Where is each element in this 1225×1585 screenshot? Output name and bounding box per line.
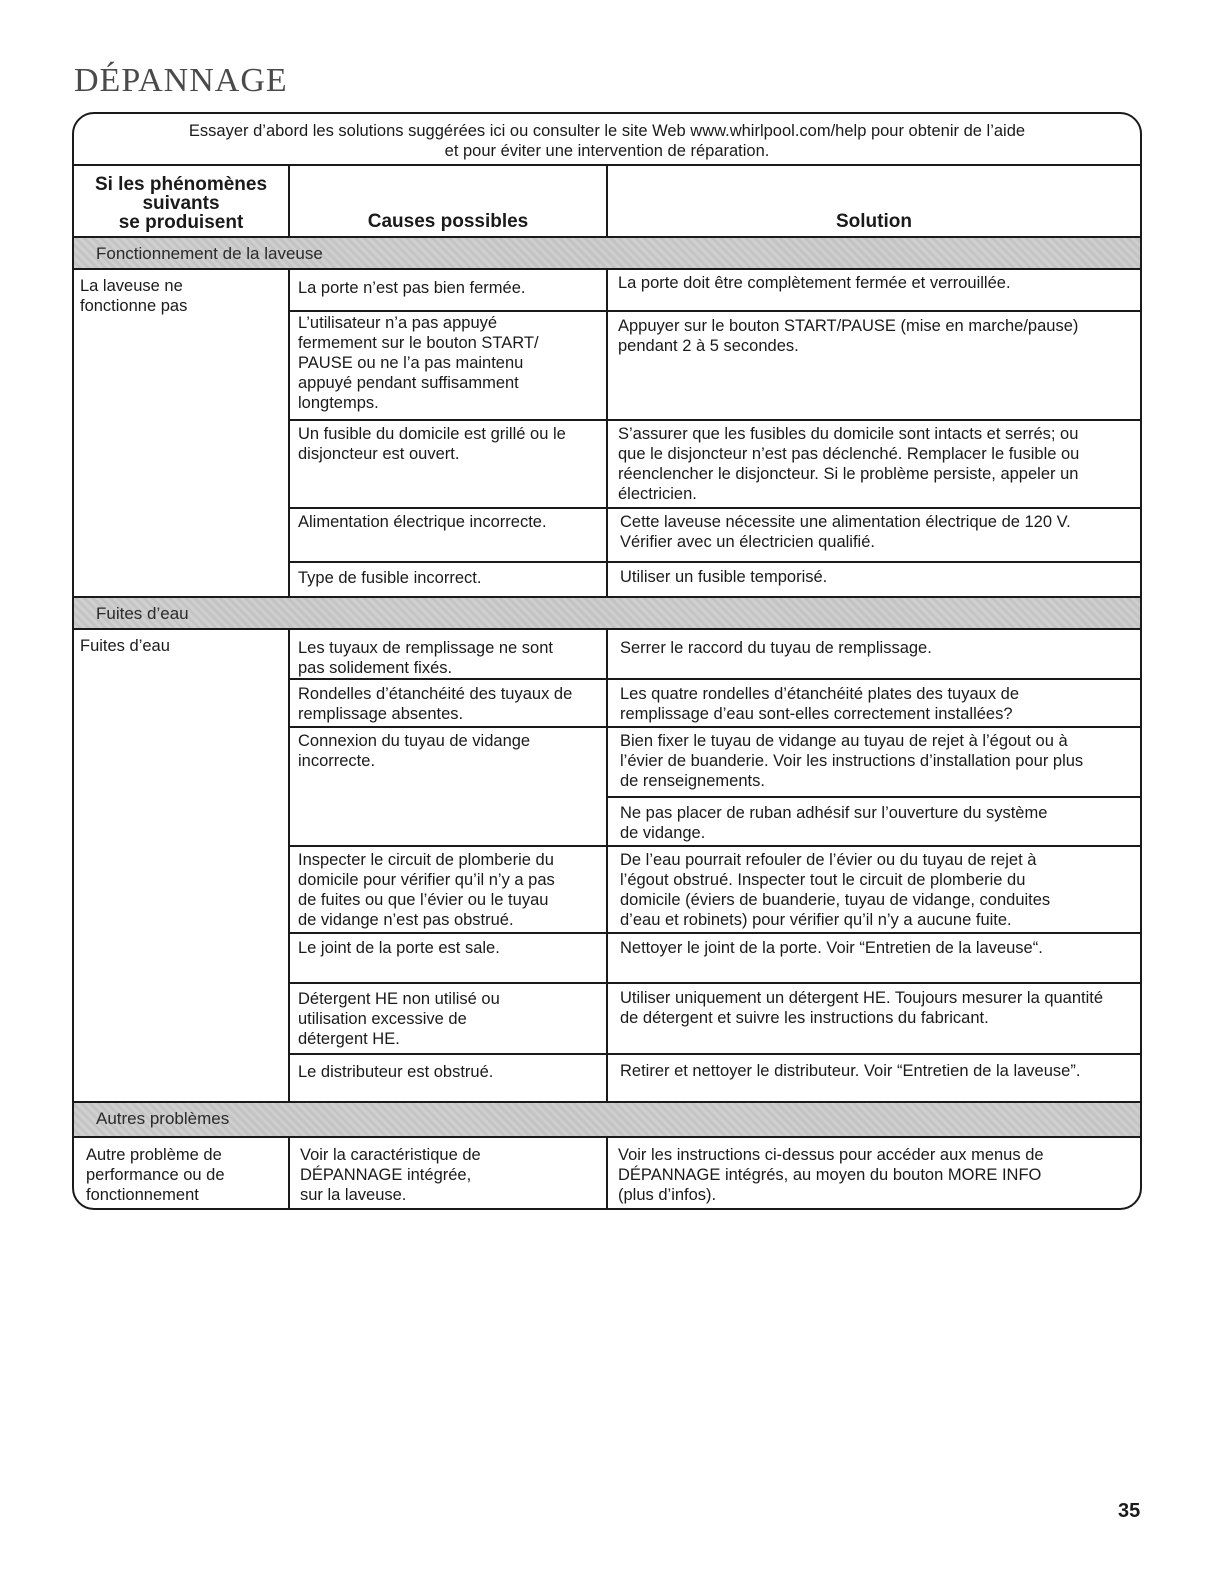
page-number: 35 (1118, 1500, 1141, 1522)
row-divider-solution (608, 796, 1140, 798)
solution-cell: Appuyer sur le bouton START/PAUSE (mise en marche/pause) pendant 2 à 5 secondes. (618, 317, 1079, 355)
solution-cell-extra: Ne pas placer de ruban adhésif sur l’ouverture du système de vidange. (620, 804, 1048, 842)
symptom-cell: Fuites d’eau (80, 637, 170, 655)
section-band-operation (74, 236, 1140, 270)
cause-cell: Détergent HE non utilisé ou utilisation excessive de détergent HE. (298, 990, 500, 1048)
row-divider (290, 678, 1140, 680)
solution-cell: Voir les instructions ci-dessus pour accéder aux menus de DÉPANNAGE intégrés, au moyen du bouton MORE INFO (plus d’infos). (618, 1146, 1044, 1204)
solution-cell: Les quatre rondelles d’étanchéité plates des tuyaux de remplissage d’eau sont-elles correctement installées? (620, 685, 1020, 723)
cause-cell: Type de fusible incorrect. (298, 569, 482, 587)
solution-cell: S’assurer que les fusibles du domicile sont intacts et serrés; ou que le disjoncteur n’est pas déclenché. Remplacer le fusible ou réenclencher le disjoncteur. Si le problème persiste, appeler un électricien. (618, 425, 1080, 503)
cause-cell: Le joint de la porte est sale. (298, 939, 500, 957)
solution-cell: Utiliser uniquement un détergent HE. Toujours mesurer la quantité de détergent et suivre les instructions du fabricant. (620, 989, 1104, 1027)
page-title: DÉPANNAGE (74, 62, 288, 99)
cause-cell: Un fusible du domicile est grillé ou le disjoncteur est ouvert. (298, 425, 566, 463)
section-title: Fonctionnement de la laveuse (96, 244, 323, 263)
cause-cell: Les tuyaux de remplissage ne sont pas solidement fixés. (298, 639, 553, 677)
section-title: Autres problèmes (96, 1109, 230, 1128)
row-divider (290, 310, 1140, 312)
solution-cell: De l’eau pourrait refouler de l’évier ou du tuyau de rejet à l’égout obstrué. Inspecter tout le circuit de plomberie du domicile (éviers de buanderie, tuyau de vidange, conduites d’eau et robinets) pour vérifier qu’il n’y a aucune fuite. (620, 851, 1051, 929)
symptom-cell: Autre problème de performance ou de fonctionnement (86, 1146, 225, 1204)
row-divider (290, 845, 1140, 847)
cause-cell: Connexion du tuyau de vidange incorrecte. (298, 732, 531, 770)
cause-cell: Rondelles d’étanchéité des tuyaux de remplissage absentes. (298, 685, 573, 723)
cause-cell: Inspecter le circuit de plomberie du domicile pour vérifier qu’il n’y a pas de fuites ou que l’évier ou le tuyau de vidange n’est pas obstrué. (298, 851, 555, 929)
cause-cell: L’utilisateur n’a pas appuyé fermement sur le bouton START/ PAUSE ou ne l’a pas maintenu appuyé pendant suffisamment longtemps. (298, 314, 539, 412)
solution-cell: Cette laveuse nécessite une alimentation électrique de 120 V. Vérifier avec un électricien qualifié. (620, 513, 1071, 551)
section-band-other-problems (74, 1101, 1140, 1138)
cause-cell: Alimentation électrique incorrecte. (298, 513, 547, 531)
row-divider (290, 982, 1140, 984)
solution-cell: Bien fixer le tuyau de vidange au tuyau de rejet à l’égout ou à l’évier de buanderie. Voir les instructions d’installation pour plus de renseignements. (620, 732, 1084, 790)
row-divider (290, 1053, 1140, 1055)
solution-cell: Nettoyer le joint de la porte. Voir “Entretien de la laveuse“. (620, 939, 1043, 957)
cause-cell: Le distributeur est obstrué. (298, 1063, 494, 1081)
row-divider (290, 726, 1140, 728)
row-divider (290, 507, 1140, 509)
cause-cell: Voir la caractéristique de DÉPANNAGE intégrée, sur la laveuse. (300, 1146, 481, 1204)
header-causes: Causes possibles (367, 211, 529, 232)
symptom-cell: La laveuse ne fonctionne pas (80, 277, 188, 315)
solution-cell: La porte doit être complètement fermée et verrouillée. (618, 274, 1011, 292)
row-divider (290, 561, 1140, 563)
intro-text: Essayer d’abord les solutions suggérées ici ou consulter le site Web www.whirlpool.com/help pour obtenir de l’aide et pour éviter une intervention de réparation. (188, 122, 1026, 160)
section-title: Fuites d’eau (96, 604, 189, 623)
section-band-water-leaks (74, 596, 1140, 630)
header-symptom: Si les phénomènes suivants se produisent (94, 174, 268, 233)
row-divider (290, 932, 1140, 934)
cause-cell: La porte n’est pas bien fermée. (298, 279, 526, 297)
solution-cell: Utiliser un fusible temporisé. (620, 568, 828, 586)
solution-cell: Serrer le raccord du tuyau de remplissage. (620, 639, 932, 657)
row-divider (290, 419, 1140, 421)
solution-cell: Retirer et nettoyer le distributeur. Voir “Entretien de la laveuse”. (620, 1062, 1081, 1080)
header-solution: Solution (836, 211, 912, 232)
